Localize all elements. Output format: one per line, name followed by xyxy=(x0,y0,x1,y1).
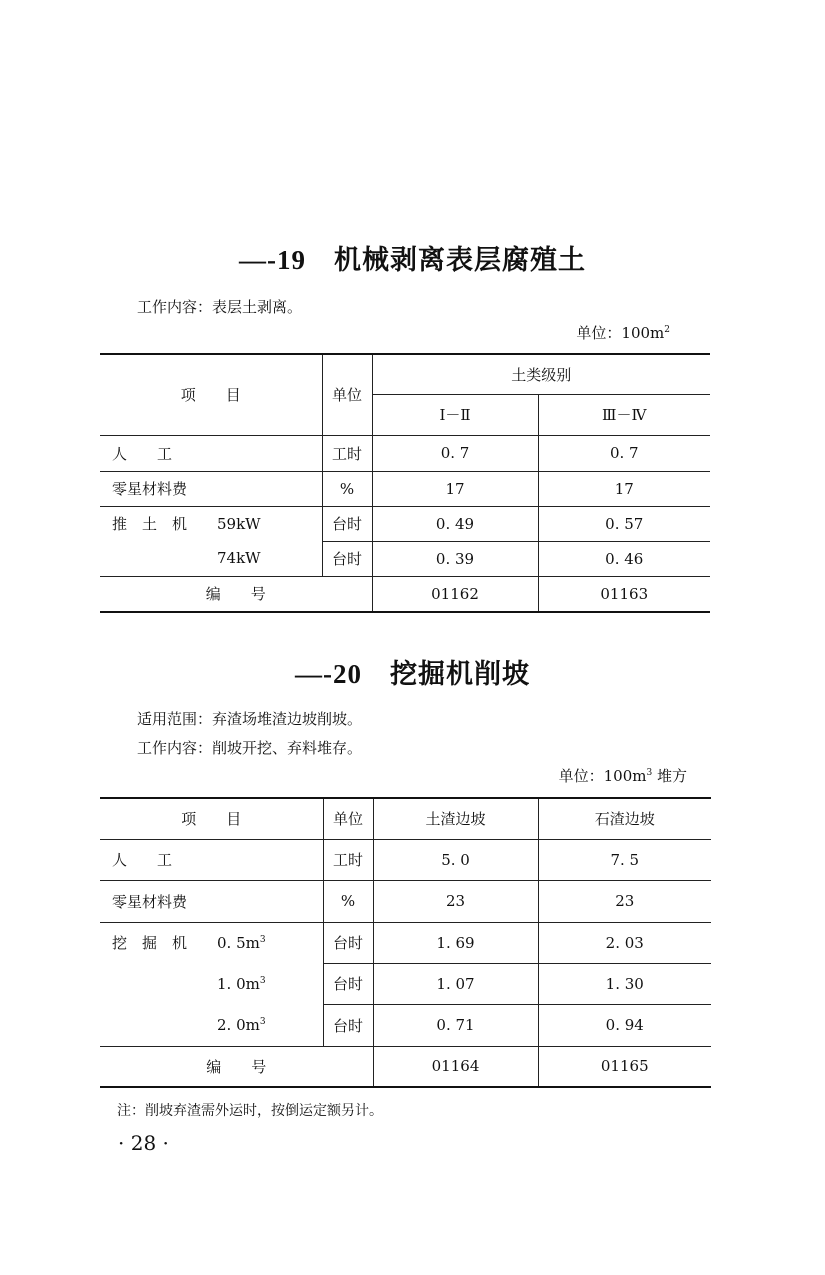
t19-row-dozer1-v2: 0. 57 xyxy=(538,506,710,541)
t20-row-labor-unit: 工时 xyxy=(323,839,373,880)
t20-exc3-spec: 2. 0m xyxy=(217,1015,260,1034)
t20-excavator-label: 挖 掘 机 xyxy=(112,934,188,953)
section-20-unit xyxy=(559,765,687,786)
t19-code-label: 编 号 xyxy=(100,576,372,612)
t19-row-dozer1-item xyxy=(100,506,322,541)
t20-header-item: 项 目 xyxy=(100,798,323,839)
section-19-unit-sup: 2 xyxy=(664,325,670,335)
t19-row-dozer1-v1: 0. 49 xyxy=(372,506,538,541)
section-20-number: —-20 xyxy=(295,659,362,689)
section-20-title xyxy=(0,652,825,691)
t19-header-item: 项 目 xyxy=(100,354,322,435)
t20-row-material-item: 零星材料费 xyxy=(100,880,323,922)
t19-row-material-v1: 17 xyxy=(372,471,538,506)
t19-row-material-item: 零星材料费 xyxy=(100,471,322,506)
section-19-title xyxy=(0,238,825,277)
table-19 xyxy=(100,353,710,613)
t19-col1: Ⅰ－Ⅱ xyxy=(372,394,538,435)
table-20 xyxy=(100,797,711,1088)
t20-code1: 01164 xyxy=(373,1046,538,1087)
t20-row-labor-v2: 7. 5 xyxy=(538,839,711,880)
t20-row-exc1-v2: 2. 03 xyxy=(538,922,711,963)
t20-row-exc2-item xyxy=(100,963,323,1004)
section-20-unit-sup: 3 xyxy=(646,768,653,778)
t20-row-exc2-v2: 1. 30 xyxy=(538,963,711,1004)
t20-exc2-spec: 1. 0m xyxy=(217,974,260,993)
t19-row-labor-item: 人 工 xyxy=(100,435,322,471)
t19-header-soil: 土类级别 xyxy=(372,354,710,394)
t20-row-exc3-v1: 0. 71 xyxy=(373,1004,538,1046)
t19-dozer2-spec: 74kW xyxy=(217,549,261,568)
t19-code2: 01163 xyxy=(538,576,710,612)
t19-code1: 01162 xyxy=(372,576,538,612)
section-19-unit-label: 单位：100m xyxy=(576,324,665,342)
t20-row-material-unit: % xyxy=(323,880,373,922)
section-19-unit xyxy=(576,322,670,343)
t20-row-exc1-item xyxy=(100,922,323,963)
t19-row-labor-unit: 工时 xyxy=(322,435,372,471)
section-20-heading: 挖掘机削坡 xyxy=(390,659,530,690)
t20-row-labor-v1: 5. 0 xyxy=(373,839,538,880)
t20-row-exc2-unit: 台时 xyxy=(323,963,373,1004)
section-19-work-content: 工作内容：表层土剥离。 xyxy=(137,298,303,316)
section-19-heading: 机械剥离表层腐殖土 xyxy=(334,245,586,276)
t20-row-material-v2: 23 xyxy=(538,880,711,922)
t20-row-material-v1: 23 xyxy=(373,880,538,922)
t19-row-dozer2-v1: 0. 39 xyxy=(372,541,538,576)
t20-col2: 石渣边坡 xyxy=(538,798,711,839)
section-20-scope: 适用范围：弃渣场堆渣边坡削坡。 xyxy=(137,710,363,728)
section-19-number: —-19 xyxy=(239,245,306,275)
t19-dozer1-spec: 59kW xyxy=(217,515,261,534)
t20-exc2-sup: 3 xyxy=(259,975,266,986)
t20-exc1-spec: 0. 5m xyxy=(217,934,260,953)
t19-row-dozer2-item xyxy=(100,541,322,576)
t20-row-exc2-v1: 1. 07 xyxy=(373,963,538,1004)
t20-row-exc1-unit: 台时 xyxy=(323,922,373,963)
t20-row-labor-item: 人 工 xyxy=(100,839,323,880)
t20-code2: 01165 xyxy=(538,1046,711,1087)
t20-exc3-sup: 3 xyxy=(259,1016,266,1027)
t19-row-dozer2-v2: 0. 46 xyxy=(538,541,710,576)
t20-col1: 土渣边坡 xyxy=(373,798,538,839)
t19-row-dozer2-unit: 台时 xyxy=(322,541,372,576)
footnote: 注：削坡弃渣需外运时，按倒运定额另计。 xyxy=(117,1103,383,1119)
t19-row-labor-v2: 0. 7 xyxy=(538,435,710,471)
t19-row-material-unit: % xyxy=(322,471,372,506)
t20-exc1-sup: 3 xyxy=(259,935,266,946)
t20-code-label: 编 号 xyxy=(100,1046,373,1087)
t19-dozer-label: 推 土 机 xyxy=(112,515,188,534)
t20-row-exc3-unit: 台时 xyxy=(323,1004,373,1046)
t20-row-exc3-item xyxy=(100,1004,323,1046)
t19-row-dozer1-unit: 台时 xyxy=(322,506,372,541)
section-20-unit-suffix: 堆方 xyxy=(652,767,687,785)
t20-row-exc3-v2: 0. 94 xyxy=(538,1004,711,1046)
t20-row-exc1-v1: 1. 69 xyxy=(373,922,538,963)
t19-header-unit: 单位 xyxy=(322,354,372,435)
t19-col2: Ⅲ－Ⅳ xyxy=(538,394,710,435)
t19-row-material-v2: 17 xyxy=(538,471,710,506)
section-20-work-content: 工作内容：削坡开挖、弃料堆存。 xyxy=(137,739,363,757)
section-20-unit-label: 单位：100m xyxy=(558,767,647,785)
t20-header-unit: 单位 xyxy=(323,798,373,839)
t19-row-labor-v1: 0. 7 xyxy=(372,435,538,471)
page-number: · 28 · xyxy=(118,1131,169,1155)
